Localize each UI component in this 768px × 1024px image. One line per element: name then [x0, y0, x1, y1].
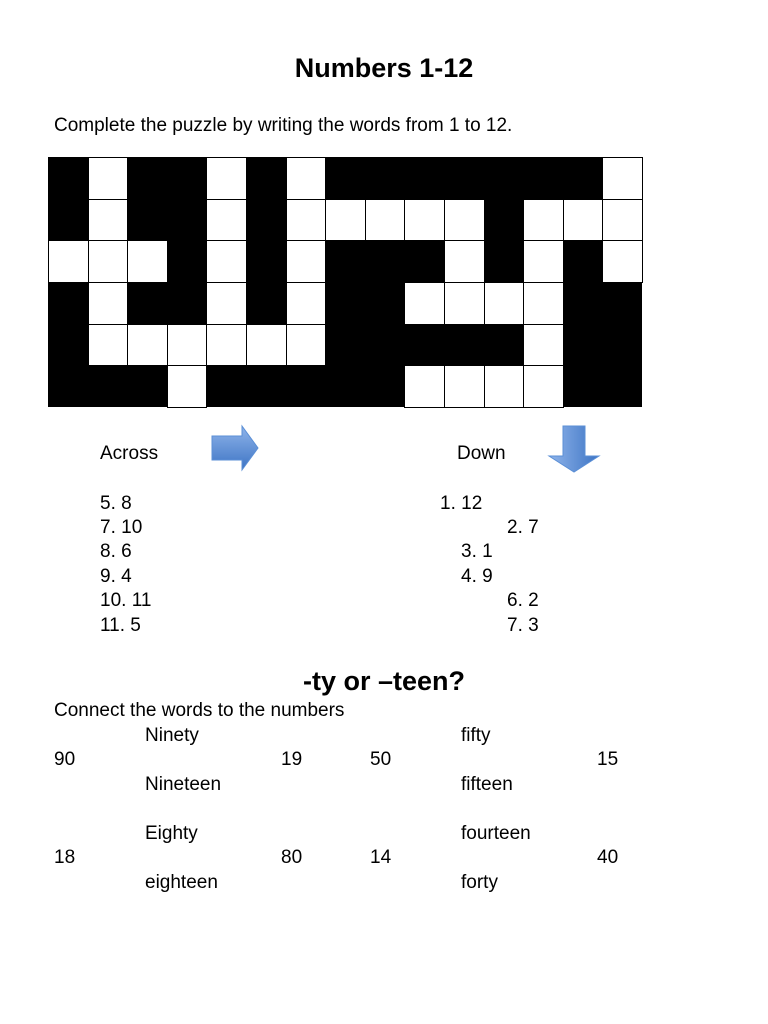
crossword-cell[interactable]: [127, 324, 168, 367]
down-clue: 3. 1: [461, 541, 493, 562]
crossword-cell[interactable]: [206, 199, 247, 242]
crossword-cell[interactable]: [48, 240, 89, 283]
across-clue: 5. 8: [100, 493, 132, 514]
word-eighty: Eighty: [145, 823, 198, 844]
crossword-cell[interactable]: [444, 240, 485, 283]
crossword-cell[interactable]: [365, 199, 406, 242]
word-fourteen: fourteen: [461, 823, 531, 844]
word-forty: forty: [461, 872, 498, 893]
number-19: 19: [281, 749, 303, 770]
crossword-cell[interactable]: [523, 324, 564, 367]
word-fifty: fifty: [461, 725, 491, 746]
crossword-cell[interactable]: [206, 157, 247, 200]
crossword-cell[interactable]: [602, 240, 643, 283]
crossword-cell[interactable]: [206, 324, 247, 367]
crossword-cell[interactable]: [602, 157, 643, 200]
crossword-cell[interactable]: [286, 199, 327, 242]
crossword-cell[interactable]: [563, 199, 604, 242]
crossword-cell[interactable]: [286, 240, 327, 283]
down-clue: 7. 3: [507, 615, 539, 636]
word-eighteen: eighteen: [145, 872, 218, 893]
crossword-cell[interactable]: [444, 282, 485, 325]
crossword-cell[interactable]: [286, 324, 327, 367]
crossword-cell[interactable]: [484, 282, 525, 325]
across-clue: 9. 4: [100, 566, 132, 587]
page-title: Numbers 1-12: [294, 53, 474, 83]
crossword-cell[interactable]: [246, 324, 287, 367]
crossword-cell[interactable]: [286, 282, 327, 325]
crossword-cell[interactable]: [404, 199, 445, 242]
crossword-cell[interactable]: [167, 365, 208, 408]
down-clue: 4. 9: [461, 566, 493, 587]
crossword-cell[interactable]: [523, 199, 564, 242]
crossword-cell[interactable]: [88, 240, 129, 283]
crossword-cell[interactable]: [602, 199, 643, 242]
crossword-grid: [48, 157, 642, 407]
arrow-down-icon: [547, 424, 601, 474]
down-clue: 2. 7: [507, 517, 539, 538]
number-80: 80: [281, 847, 303, 868]
arrow-right-icon: [210, 424, 260, 474]
crossword-cell[interactable]: [206, 240, 247, 283]
word-nineteen: Nineteen: [145, 774, 222, 795]
crossword-cell[interactable]: [404, 365, 445, 408]
crossword-cell[interactable]: [523, 365, 564, 408]
number-40: 40: [597, 847, 619, 868]
crossword-cell[interactable]: [444, 365, 485, 408]
across-header: Across: [100, 443, 159, 464]
across-clue: 7. 10: [100, 517, 143, 538]
number-15: 15: [597, 749, 619, 770]
number-90: 90: [54, 749, 76, 770]
crossword-cell[interactable]: [167, 324, 208, 367]
across-clue: 8. 6: [100, 541, 132, 562]
word-fifteen: fifteen: [461, 774, 513, 795]
word-ninety: Ninety: [145, 725, 199, 746]
crossword-cell[interactable]: [484, 365, 525, 408]
section-title: -ty or –teen?: [302, 666, 466, 696]
across-clue: 10. 11: [100, 590, 152, 611]
crossword-cell[interactable]: [444, 199, 485, 242]
down-clue: 1. 12: [440, 493, 483, 514]
across-clue: 11. 5: [100, 615, 141, 636]
number-14: 14: [370, 847, 392, 868]
crossword-cell[interactable]: [88, 324, 129, 367]
crossword-cell[interactable]: [88, 199, 129, 242]
down-header: Down: [457, 443, 506, 464]
crossword-cell[interactable]: [325, 199, 366, 242]
crossword-cell[interactable]: [206, 282, 247, 325]
crossword-cell[interactable]: [523, 282, 564, 325]
crossword-cell[interactable]: [286, 157, 327, 200]
section-instruction: Connect the words to the numbers: [54, 700, 345, 721]
crossword-cell[interactable]: [88, 157, 129, 200]
down-clue: 6. 2: [507, 590, 539, 611]
crossword-cell[interactable]: [127, 240, 168, 283]
crossword-cell[interactable]: [88, 282, 129, 325]
puzzle-instruction: Complete the puzzle by writing the words from 1 to 12.: [54, 115, 513, 136]
number-18: 18: [54, 847, 76, 868]
crossword-cell[interactable]: [404, 282, 445, 325]
crossword-cell[interactable]: [523, 240, 564, 283]
number-50: 50: [370, 749, 392, 770]
